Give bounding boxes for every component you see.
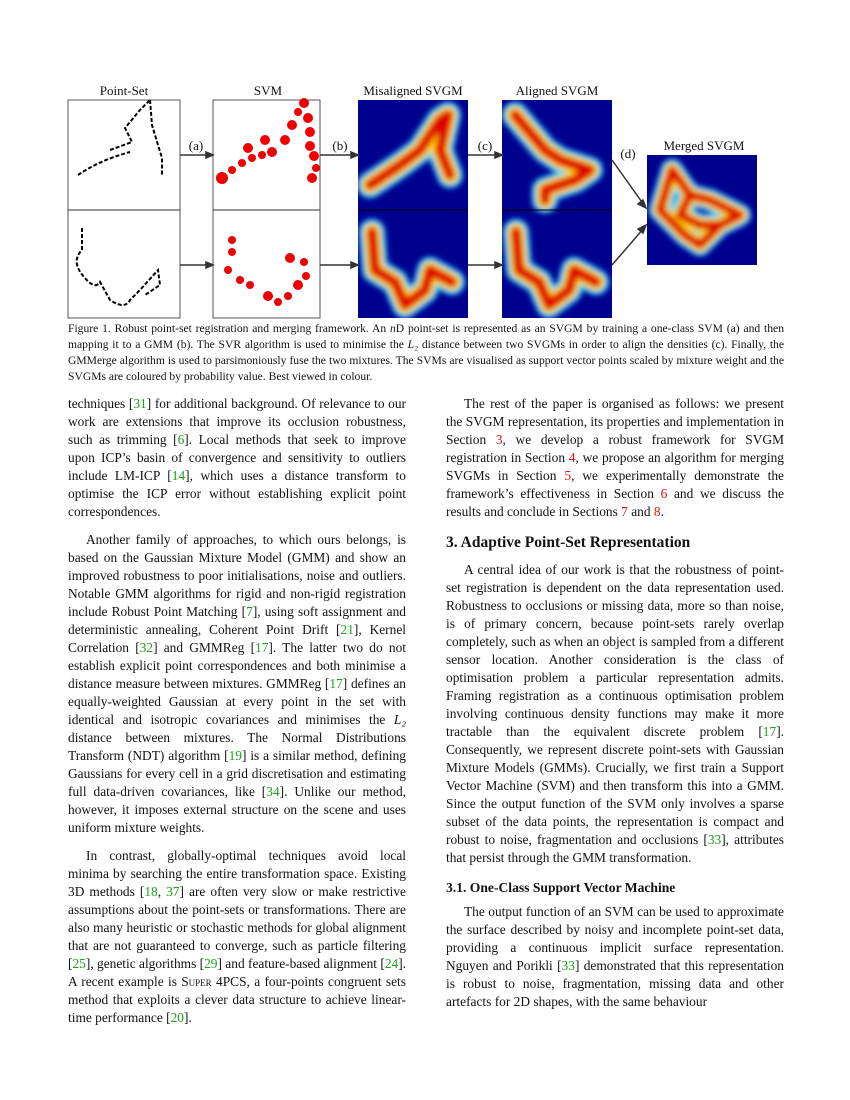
citation-link[interactable]: 24 bbox=[384, 956, 399, 971]
text-run: , bbox=[157, 884, 167, 899]
section-ref-link[interactable]: 5 bbox=[564, 468, 572, 483]
citation-link[interactable]: 34 bbox=[266, 784, 280, 799]
text-run: ]. Local methods that seek to improve upon ICP’s basin of convergence and sensitivity to outliers include LM-ICP [ bbox=[68, 432, 406, 483]
math-symbol: L₂ bbox=[393, 712, 406, 727]
section-ref-link[interactable]: 8 bbox=[653, 504, 661, 519]
text-run: , we propose an algorithm for merging SVGMs in Section bbox=[446, 450, 784, 483]
text-run: techniques [ bbox=[68, 396, 134, 411]
left-paragraph-1 bbox=[68, 395, 406, 521]
right-paragraph-1 bbox=[446, 395, 784, 521]
text-run: ] and GMMReg [ bbox=[153, 640, 256, 655]
text-run: Another family of approaches, to which ours belongs, is based on the Gaussian Mixture Model (GMM) and show an improved robustness to poor initialisations, noise and outliers. Notable GMM algorithms for rigid and non-rigid registration include Robust Point Matching [ bbox=[68, 532, 406, 619]
text-run: ] defines an equally-weighted Gaussian at every point in the set with identical and isotropic covariances and minimises the bbox=[68, 676, 406, 727]
left-paragraph-3 bbox=[68, 847, 406, 1027]
citation-link[interactable]: 31 bbox=[133, 396, 147, 411]
arrow-label-b: (b) bbox=[332, 138, 348, 153]
aligned-svgm-heatmap bbox=[502, 100, 612, 318]
text-run: ], using soft assignment and deterministic annealing, Coherent Point Drift [ bbox=[68, 604, 406, 637]
text-run: ] are often very slow or make restrictive assumptions about the point-sets or transformations. There are also many heuristic or stochastic methods for global alignment that are not guaranteed to converge, such as particle filtering [ bbox=[68, 884, 406, 971]
text-run: ]. Consequently, we represent discrete point-sets with Gaussian Mixture Models (GMMs). Crucially, we first train a Support Vector Machine (SVM) and then transform this into a GMM. Since the output function of the SVM only involves a sparse subset of the data points, the representation is compact and robust to noise, fragmentation and occlusions [ bbox=[446, 724, 784, 847]
text-run: ] and feature-based alignment [ bbox=[217, 956, 385, 971]
small-caps-text: Super bbox=[181, 974, 212, 989]
citation-link[interactable]: 6 bbox=[177, 432, 185, 447]
right-paragraph-3 bbox=[446, 903, 784, 1011]
citation-link[interactable]: 32 bbox=[139, 640, 154, 655]
col-title-misaligned: Misaligned SVGM bbox=[363, 83, 463, 98]
arrow-label-d: (d) bbox=[620, 146, 636, 161]
col-title-svm: SVM bbox=[253, 83, 283, 98]
two-column-body bbox=[68, 395, 784, 1037]
text-run: and we discuss the results and conclude in Sections bbox=[446, 486, 785, 519]
text-run: ] for additional background. Of relevance to our work are extensions that improve its occlusion robustness, such as trimming [ bbox=[68, 396, 406, 447]
text-run: ], genetic algorithms [ bbox=[85, 956, 205, 971]
text-run: ]. The latter two do not establish explicit point correspondences and both minimise a distance measure between mixtures. GMMReg [ bbox=[68, 640, 406, 691]
page-body bbox=[68, 321, 784, 1037]
text-run: A central idea of our work is that the robustness of point-set registration is dependent on the data representation used. Robustness to occlusions or missing data, more so than noise, is of primary concern, because point-sets rarely overlap completely, such as when an object is sampled from a different sensor location. Another consideration is the class of optimisation problem a particular representation admits. Framing registration as a continuous optimisation problem involving continuous density functions may make it more tractable than the equivalent discrete problem [ bbox=[446, 562, 784, 739]
col-title-merged: Merged SVGM bbox=[663, 138, 745, 153]
text-run: The output function of an SVM can be used to approximate the surface described by noisy and incomplete point-set data, providing a continuous implicit surface representation. Nguyen and Porikli [ bbox=[446, 904, 784, 973]
citation-link[interactable]: 18 bbox=[144, 884, 158, 899]
text-run: , we experimentally demonstrate the framework’s effectiveness in Section bbox=[446, 468, 784, 501]
text-run: ], which uses a distance transform to optimise the ICP error without establishing explicit point correspondences. bbox=[68, 468, 406, 519]
section-ref-link[interactable]: 4 bbox=[568, 450, 576, 465]
arrow-label-a: (a) bbox=[188, 138, 204, 153]
text-run: . bbox=[660, 504, 664, 519]
section-ref-link[interactable]: 3 bbox=[495, 432, 503, 447]
text-run: ] is a similar method, defining Gaussians for every cell in a grid discretisation and estimating full data-driven covariances, like [ bbox=[68, 748, 406, 799]
math-symbol: L₂ bbox=[407, 338, 419, 351]
text-run: distance between two SVGMs in order to align the densities (c). Finally, the GMMerge algorithm is used to parsimoniously fuse the two mixtures. The SVMs are visualised as support vector points scaled by mixture weight and the SVGMs are coloured by probability value. Best viewed in colour. bbox=[68, 338, 784, 383]
text-run: ]. Unlike our method, however, it imposes external structure on the scene and uses uniform mixture weights. bbox=[68, 784, 406, 835]
left-column bbox=[68, 395, 406, 1037]
text-run: distance between mixtures. The Normal Distributions Transform (NDT) algorithm [ bbox=[68, 730, 406, 763]
text-run: The rest of the paper is organised as follows: we present the SVGM representation, its properties and implementation in Section bbox=[446, 396, 784, 447]
citation-link[interactable]: 21 bbox=[340, 622, 354, 637]
left-paragraph-2 bbox=[68, 531, 406, 837]
section-ref-link[interactable]: 7 bbox=[621, 504, 628, 519]
figure-1 bbox=[0, 0, 850, 320]
section-3-heading: 3. Adaptive Point-Set Representation bbox=[446, 534, 691, 551]
text-run: ]. A recent example is bbox=[68, 956, 407, 989]
svm-panel bbox=[213, 98, 320, 318]
col-title-point-set: Point-Set bbox=[99, 83, 149, 98]
citation-link[interactable]: 17 bbox=[329, 676, 343, 691]
citation-link[interactable]: 19 bbox=[228, 748, 242, 763]
text-run: 4PCS, a four-points congruent sets method that exploits a clever data structure to achieve linear-time performance [ bbox=[68, 974, 406, 1025]
citation-link[interactable]: 17 bbox=[762, 724, 777, 739]
citation-link[interactable]: 20 bbox=[170, 1010, 184, 1025]
citation-link[interactable]: 14 bbox=[171, 468, 186, 483]
figure-caption bbox=[68, 321, 784, 385]
right-column bbox=[446, 395, 784, 1021]
citation-link[interactable]: 29 bbox=[204, 956, 218, 971]
text-run: In contrast, globally-optimal techniques avoid local minima by searching the entire transformation space. Existing 3D methods [ bbox=[68, 848, 406, 899]
text-run: Figure 1. Robust point-set registration and merging framework. An bbox=[68, 322, 390, 335]
citation-link[interactable]: 17 bbox=[255, 640, 269, 655]
text-run: , we develop a robust framework for SVGM registration in Section bbox=[446, 432, 784, 465]
col-title-aligned: Aligned SVGM bbox=[515, 83, 599, 98]
citation-link[interactable]: 7 bbox=[246, 604, 253, 619]
text-run: ] demonstrated that this representation is robust to noise, fragmentation, missing data and other artefacts for 2D shapes, with the same behaviour bbox=[446, 958, 784, 1009]
misaligned-svgm-heatmap bbox=[358, 100, 468, 318]
text-run: D point-set is represented as an SVGM by training a one-class SVM (a) and then mapping it to a GMM (b). The SVR algorithm is used to minimise the bbox=[68, 322, 784, 351]
citation-link[interactable]: 37 bbox=[166, 884, 180, 899]
section-ref-link[interactable]: 6 bbox=[660, 486, 668, 501]
right-paragraph-2 bbox=[446, 561, 784, 867]
citation-link[interactable]: 25 bbox=[72, 956, 86, 971]
text-run: ]. bbox=[184, 1010, 192, 1025]
citation-link[interactable]: 33 bbox=[561, 958, 575, 973]
arrow-label-c: (c) bbox=[477, 138, 493, 153]
section-3-1-heading: 3.1. One-Class Support Vector Machine bbox=[446, 880, 676, 895]
text-run: ], Kernel Correlation [ bbox=[68, 622, 406, 655]
text-run: ], attributes that persist through the GMM transformation. bbox=[446, 832, 785, 865]
math-symbol: n bbox=[389, 322, 396, 335]
citation-link[interactable]: 33 bbox=[707, 832, 722, 847]
merged-svgm-heatmap bbox=[647, 155, 757, 265]
point-set-panel bbox=[68, 100, 180, 318]
text-run: and bbox=[627, 504, 654, 519]
